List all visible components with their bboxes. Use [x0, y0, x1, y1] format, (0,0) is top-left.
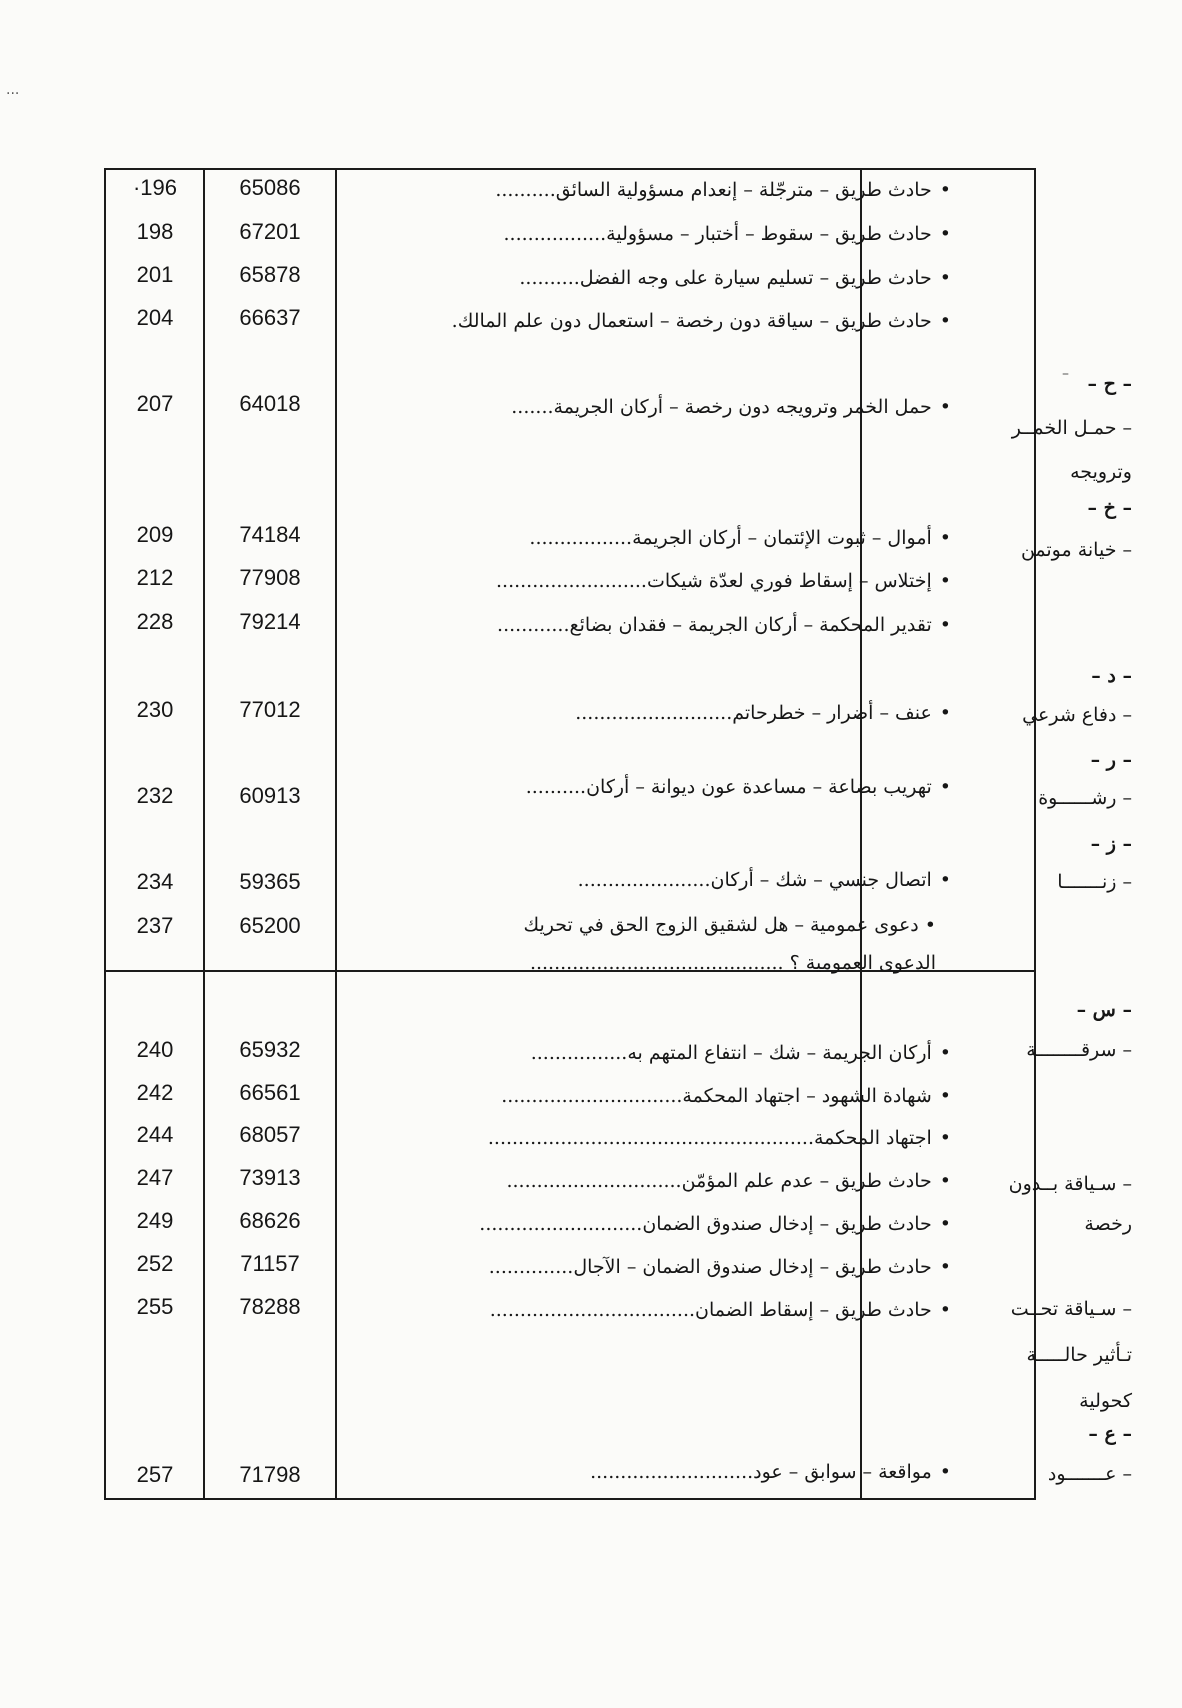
reference-number: 71157 — [240, 1251, 300, 1276]
reference-number: 59365 — [239, 869, 301, 894]
index-entry: •حادث طريق – سياقة دون رخصة – استعمال دون علم المالك. — [451, 310, 951, 332]
reference-number: 79214 — [239, 609, 301, 634]
index-entry: •اجتهاد المحكمة...................................................... — [487, 1127, 951, 1149]
page-number: 207 — [136, 391, 174, 416]
section-letter: – خ – — [1087, 497, 1132, 519]
page-number: 247 — [136, 1165, 174, 1190]
reference-number: 66561 — [239, 1080, 301, 1105]
index-entry: •أركان الجريمة – شك – انتفاع المتهم به................ — [530, 1042, 951, 1064]
page-number: 201 — [136, 262, 174, 287]
page-number: 209 — [136, 522, 174, 547]
index-entry: •حادث طريق – عدم علم المؤمّن............................. — [506, 1170, 951, 1192]
page-number: 257 — [136, 1462, 174, 1487]
index-entry: •حادث طريق – إدخال صندوق الضمان........................... — [479, 1213, 951, 1235]
column-divider — [335, 170, 337, 1498]
index-entry: •حادث طريق – إدخال صندوق الضمان – الآجال.............. — [488, 1256, 951, 1278]
reference-number: 68626 — [239, 1208, 301, 1233]
section-letter: – ح – — [1087, 373, 1132, 395]
reference-number: 77908 — [239, 565, 301, 590]
page-number: 252 — [136, 1251, 174, 1276]
page-number: 230 — [136, 697, 174, 722]
category-heading: – خيانة موتمن — [1020, 539, 1132, 561]
category-heading: – حمـل الخمــر وترويجه — [1011, 417, 1132, 483]
index-entry: • دعوى عمومية – هل لشقيق الزوج الحق في تحريك الدعوى العمومية ؟ .......................................... — [523, 914, 936, 974]
page-number: 212 — [136, 565, 174, 590]
index-entry: •حمل الخمر وترويجه دون رخصة – أركان الجريمة....... — [511, 396, 951, 418]
page-number: 244 — [136, 1122, 174, 1147]
category-heading: – سـياقة تحــت تـأثير حالـــــة كحولية — [1010, 1298, 1132, 1412]
reference-number: 67201 — [239, 219, 301, 244]
reference-number: 65086 — [239, 175, 301, 200]
section-letter: – ر – — [1090, 749, 1132, 771]
section-letter: – ع – — [1088, 1423, 1132, 1445]
category-heading: – زنـــــــا — [1057, 871, 1132, 893]
category-heading: – دفاع شرعي — [1022, 704, 1132, 726]
index-entry: •حادث طريق – مترجّلة – إنعدام مسؤولية السائق.......... — [495, 179, 951, 201]
reference-number: 60913 — [239, 783, 301, 808]
page-number: 255 — [136, 1294, 174, 1319]
reference-number: 78288 — [239, 1294, 301, 1319]
reference-number: 74184 — [239, 522, 301, 547]
page-number: 204 — [136, 305, 174, 330]
reference-number: 65932 — [239, 1037, 301, 1062]
index-table — [104, 168, 1132, 1500]
reference-number: 64018 — [239, 391, 301, 416]
category-heading: – عـــــــود — [1047, 1463, 1132, 1485]
reference-number: 65200 — [239, 913, 301, 938]
reference-number: 73913 — [239, 1165, 301, 1190]
page-number: 232 — [136, 783, 174, 808]
reference-number: 68057 — [239, 1122, 301, 1147]
page-number: 234 — [136, 869, 174, 894]
category-heading: – سرقــــــــة — [1026, 1039, 1132, 1061]
index-entry: •أموال – ثبوت الإئتمان – أركان الجريمة................. — [529, 527, 951, 549]
section-letter: – د – — [1091, 665, 1132, 687]
index-entry: •إختلاس – إسقاط فوري لعدّة شيكات......................... — [495, 570, 951, 592]
index-entry: •شهادة الشهود – اجتهاد المحكمة.............................. — [501, 1085, 951, 1107]
category-heading: – سـياقة بــدون رخصة — [1008, 1173, 1132, 1235]
index-entry: •حادث طريق – تسليم سيارة على وجه الفضل.......... — [519, 267, 951, 289]
page-number: 237 — [136, 913, 174, 938]
index-entry: •عنف – أضرار – خطرحاتم.......................... — [575, 702, 951, 724]
section-letter: – ز – — [1090, 833, 1132, 855]
reference-number: 65878 — [239, 262, 301, 287]
index-entry: •حادث طريق – إسقاط الضمان.................................. — [489, 1299, 951, 1321]
page-number: 240 — [136, 1037, 174, 1062]
section-letter: – س – — [1076, 999, 1132, 1021]
reference-number: 71798 — [239, 1462, 301, 1487]
index-entry: •تقدير المحكمة – أركان الجريمة – فقدان بضائع............ — [497, 614, 951, 636]
index-entry: •مواقعة – سوابق – عود........................... — [590, 1461, 951, 1483]
index-entry: •حادث طريق – سقوط – أختبار – مسؤولية................. — [503, 223, 951, 245]
reference-number: 77012 — [239, 697, 301, 722]
page-number: 242 — [136, 1080, 174, 1105]
scan-side-dash: – — [1062, 366, 1069, 382]
category-heading: – رشــــــوة — [1038, 787, 1132, 809]
scan-corner-dots: ... — [6, 82, 20, 98]
reference-number: 66637 — [239, 305, 301, 330]
index-entry: •اتصال جنسي – شك – أركان...................... — [577, 869, 951, 891]
index-entry: •تهريب بضاعة – مساعدة عون ديوانة – أركان.......... — [525, 776, 951, 798]
page-number: 249 — [136, 1208, 174, 1233]
page-number: 228 — [136, 609, 174, 634]
page-number: 198 — [136, 219, 174, 244]
page-number: ·196 — [132, 175, 178, 200]
